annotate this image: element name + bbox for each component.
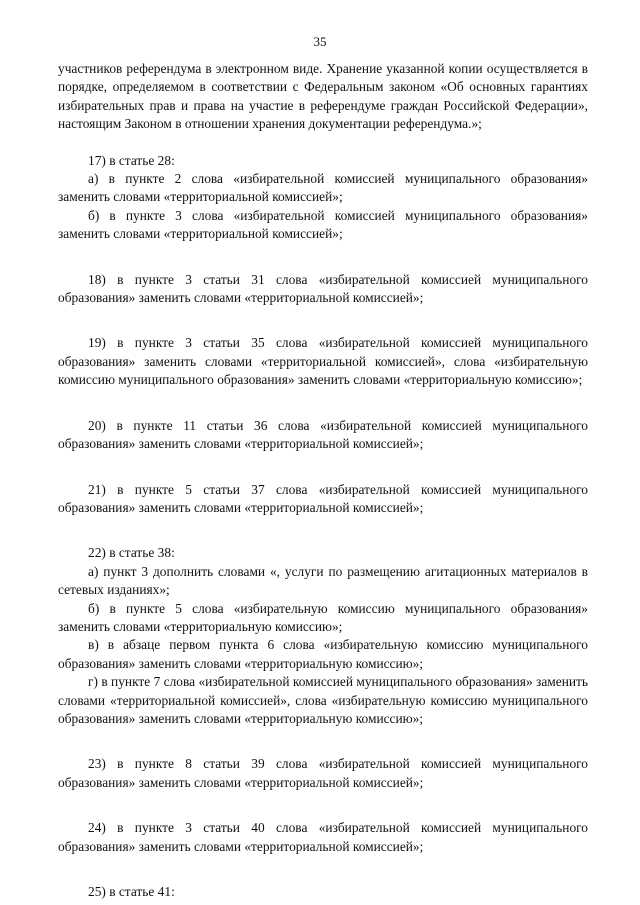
item-22-a: а) пункт 3 дополнить словами «, услуги по размещению агитационных материалов в сетевых изданиях»; bbox=[58, 563, 588, 598]
item-22-heading: 22) в статье 38: bbox=[88, 545, 175, 561]
item-22-b: б) в пункте 5 слова «избирательную комиссию муниципального образования» заменить словами «территориальную комиссию»; bbox=[58, 600, 588, 634]
page-number: 35 bbox=[313, 34, 327, 49]
item-22-g: г) в пункте 7 слова «избирательной комиссией муниципального образования» заменить словами «территориальной комиссией», слова «избирательную комиссию муниципального образования» заменить словами «территориальную комиссию»; bbox=[58, 674, 588, 726]
item-17-a: а) в пункте 2 слова «избирательной комиссией муниципального образования» заменить словами «территориальной комиссией»; bbox=[58, 171, 588, 205]
paragraph-continuation: участников референдума в электронном виде. Хранение указанной копии осуществляется в порядке, определяемом в соответствии с Федеральным законом «Об основных гарантиях избирательных прав и права на участие в референдуме граждан Российской Федерации», настоящим Законом в отношении хранения документации референдума.»; bbox=[58, 61, 588, 132]
item-18: 18) в пункте 3 статьи 31 слова «избирательной комиссией муниципального образования» заменить словами «территориальной комиссией»; bbox=[58, 271, 588, 306]
item-17-b: б) в пункте 3 слова «избирательной комиссией муниципального образования» заменить словами «территориальной комиссией»; bbox=[58, 207, 588, 242]
item-24: 24) в пункте 3 статьи 40 слова «избирательной комиссией муниципального образования» заменить словами «территориальной комиссией»; bbox=[58, 820, 588, 854]
document-body bbox=[58, 60, 588, 901]
item-21: 21) в пункте 5 статьи 37 слова «избирательной комиссией муниципального образования» заменить словами «территориальной комиссией»; bbox=[58, 481, 588, 515]
item-17-heading: 17) в статье 28: bbox=[88, 152, 175, 168]
item-22-v: в) в абзаце первом пункта 6 слова «избирательную комиссию муниципального образования» заменить словами «территориальную комиссию»; bbox=[58, 637, 588, 671]
item-25-heading: 25) в статье 41: bbox=[88, 884, 175, 899]
item-23: 23) в пункте 8 статьи 39 слова «избирательной комиссией муниципального образования» заменить словами «территориальной комиссией»; bbox=[58, 756, 588, 790]
item-19: 19) в пункте 3 статьи 35 слова «избирательной комиссией муниципального образования» заменить словами «территориальной комиссией», слова «избирательную комиссию муниципального образования» заменить словами «территориальную комиссию»; bbox=[58, 335, 588, 388]
item-20: 20) в пункте 11 статьи 36 слова «избирательной комиссией муниципального образования» заменить словами «территориальной комиссией»; bbox=[58, 417, 588, 452]
